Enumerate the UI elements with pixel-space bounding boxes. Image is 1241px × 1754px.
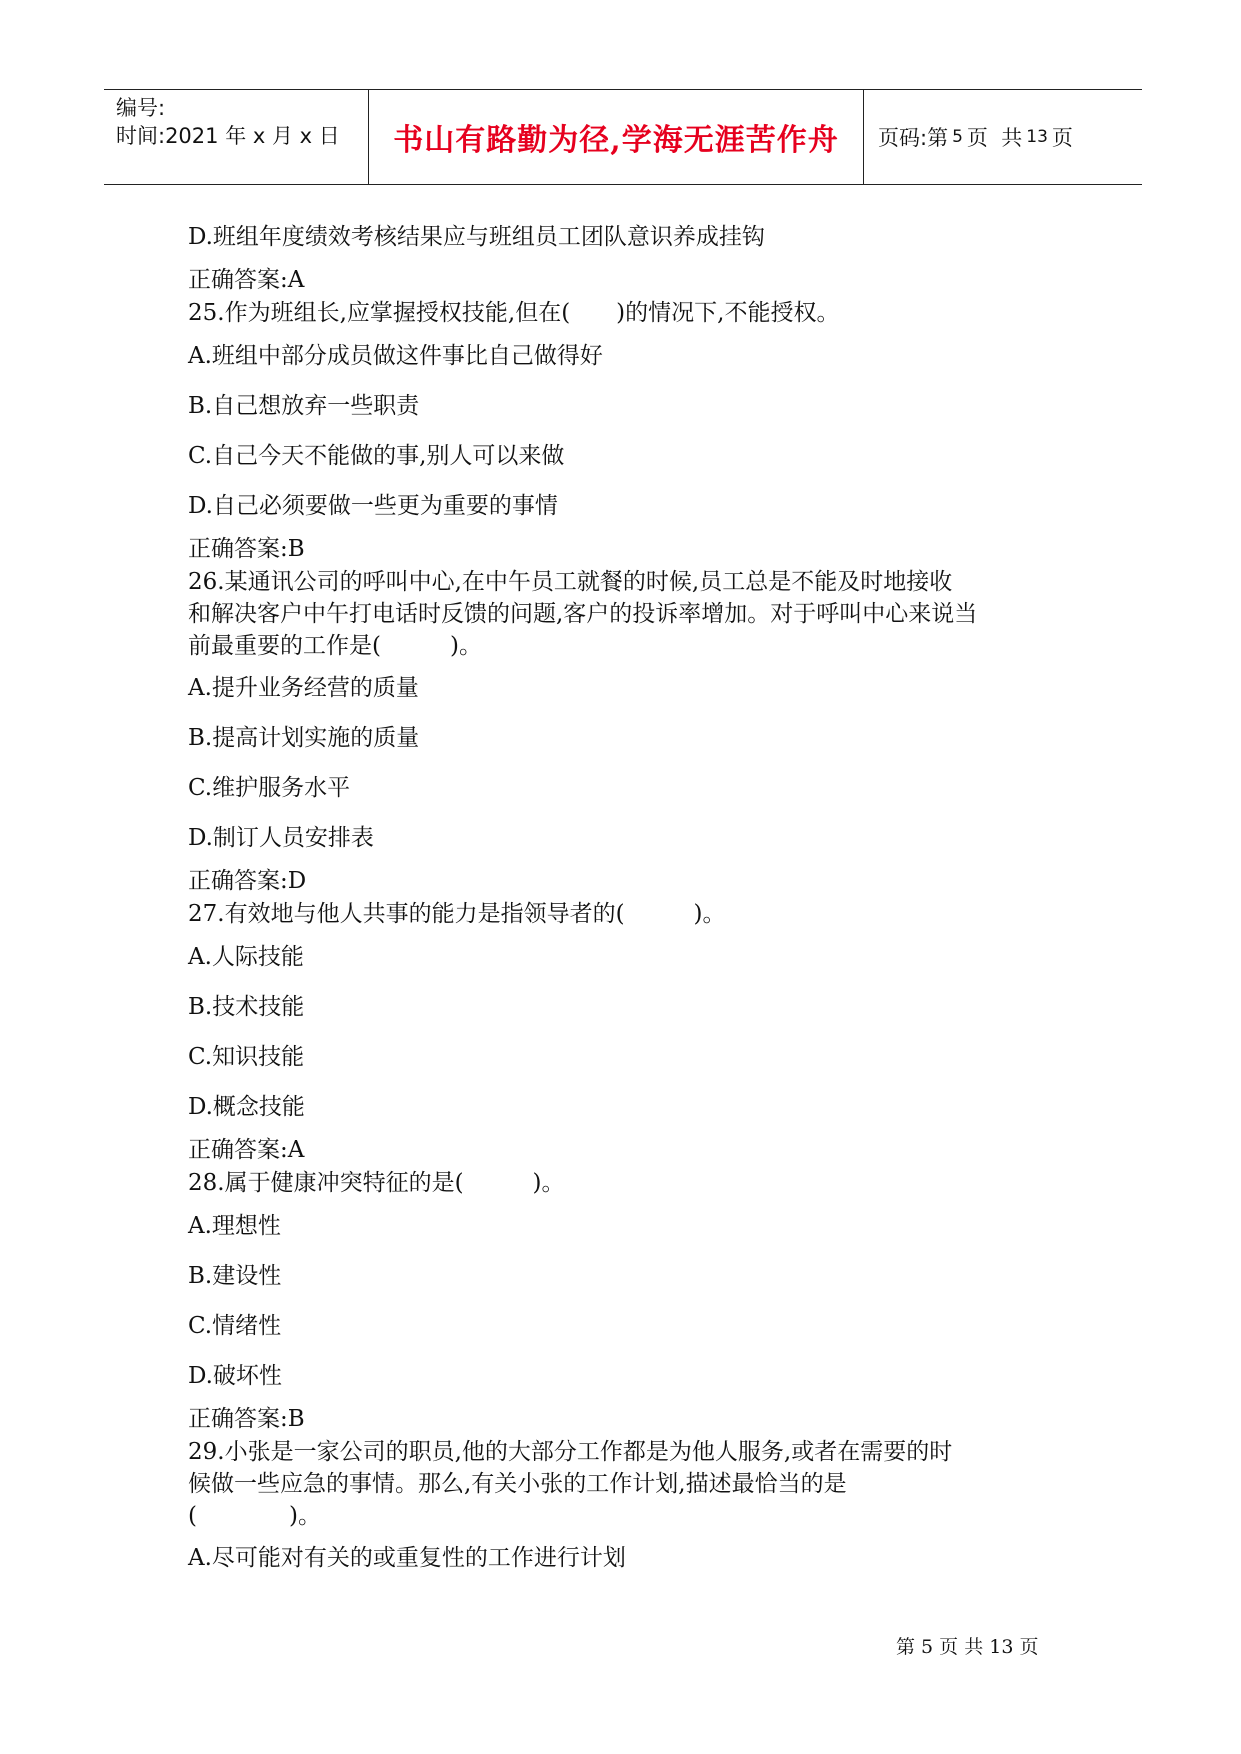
text-line: B.建设性 xyxy=(188,1263,282,1289)
page-total: 13 xyxy=(1026,127,1048,147)
number-label: 编号: xyxy=(116,96,166,120)
text-line: D.班组年度绩效考核结果应与班组员工团队意识养成挂钩 xyxy=(188,224,765,250)
text-line: 25.作为班组长,应掌握授权技能,但在( )的情况下,不能授权。 xyxy=(188,300,840,326)
text-line: 正确答案:D xyxy=(188,868,307,894)
text-line: C.维护服务水平 xyxy=(188,775,351,801)
text-line: C.知识技能 xyxy=(188,1044,305,1070)
text-line: 正确答案:B xyxy=(188,1406,305,1432)
text-line: A.理想性 xyxy=(188,1213,281,1239)
text-line: 正确答案:A xyxy=(188,1137,305,1163)
text-line: A.提升业务经营的质量 xyxy=(188,675,419,701)
page-footer: 第 5 页 共 13 页 xyxy=(896,1636,1039,1658)
motto-text: 书山有路勤为径,学海无涯苦作舟 xyxy=(393,123,839,158)
page-current: 5 xyxy=(952,127,963,147)
page-prefix: 页码:第 xyxy=(878,126,949,150)
text-line: A.人际技能 xyxy=(188,944,304,970)
header-page-cell xyxy=(864,90,1142,184)
text-line: 候做一些应急的事情。那么,有关小张的工作计划,描述最恰当的是 xyxy=(188,1471,847,1497)
text-line: 正确答案:B xyxy=(188,536,305,562)
text-line: 正确答案:A xyxy=(188,267,305,293)
text-line: A.班组中部分成员做这件事比自己做得好 xyxy=(188,343,603,369)
text-line: D.破坏性 xyxy=(188,1363,282,1389)
text-line: 28.属于健康冲突特征的是( )。 xyxy=(188,1170,565,1196)
text-line: 前最重要的工作是( )。 xyxy=(188,633,482,659)
text-line: D.概念技能 xyxy=(188,1094,305,1120)
text-line: D.自己必须要做一些更为重要的事情 xyxy=(188,493,558,519)
text-line: B.技术技能 xyxy=(188,994,305,1020)
text-line: B.自己想放弃一些职责 xyxy=(188,393,420,419)
text-line: C.情绪性 xyxy=(188,1313,282,1339)
text-line: ( )。 xyxy=(188,1503,321,1529)
page-header xyxy=(104,89,1142,185)
text-line: D.制订人员安排表 xyxy=(188,825,374,851)
text-line: C.自己今天不能做的事,别人可以来做 xyxy=(188,443,565,469)
time-label: 时间:2021 年 x 月 x 日 xyxy=(116,124,340,148)
text-line: 27.有效地与他人共事的能力是指领导者的( )。 xyxy=(188,901,726,927)
header-motto-cell xyxy=(369,90,864,184)
page-suffix: 页 xyxy=(1051,126,1073,150)
text-line: B.提高计划实施的质量 xyxy=(188,725,420,751)
text-line: 26.某通讯公司的呼叫中心,在中午员工就餐的时候,员工总是不能及时地接收 xyxy=(188,569,953,595)
text-line: 29.小张是一家公司的职员,他的大部分工作都是为他人服务,或者在需要的时 xyxy=(188,1439,953,1465)
text-line: A.尽可能对有关的或重复性的工作进行计划 xyxy=(188,1545,626,1571)
page-mid: 页 共 xyxy=(966,126,1023,150)
header-info-cell xyxy=(104,90,369,184)
text-line: 和解决客户中午打电话时反馈的问题,客户的投诉率增加。对于呼叫中心来说当 xyxy=(188,601,978,627)
